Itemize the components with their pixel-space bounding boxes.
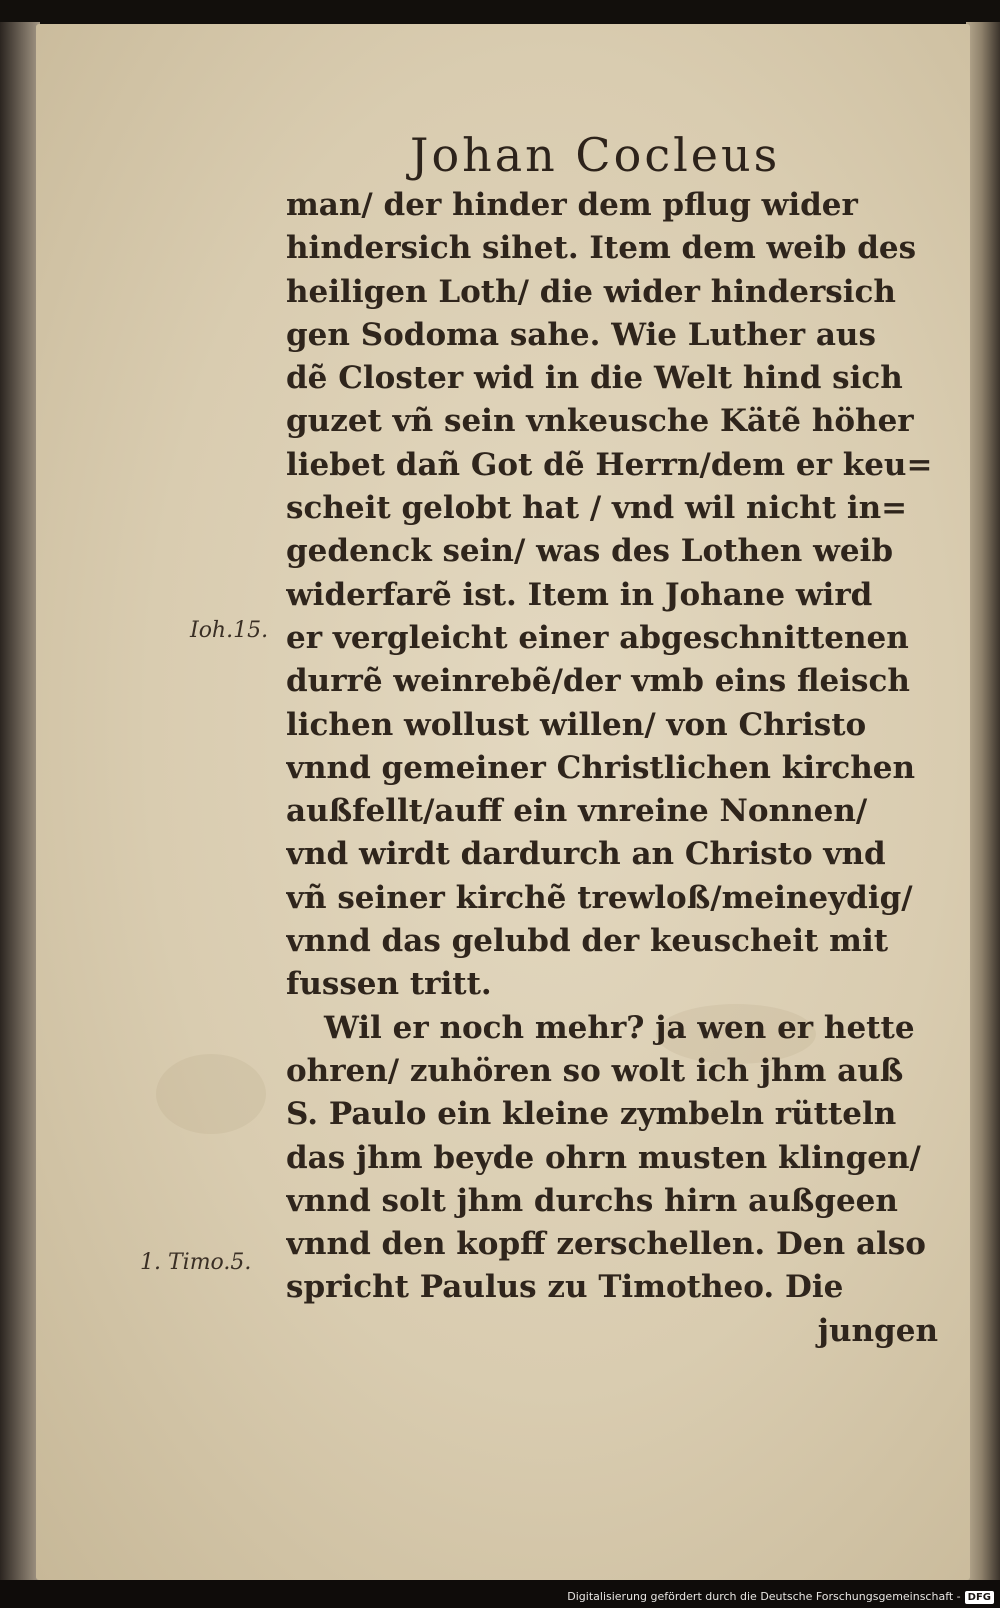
text-line: fussen tritt. (286, 966, 492, 1003)
text-line: guzet vñ sein vnkeusche Kätẽ höher (286, 403, 914, 440)
digitization-footer (0, 1586, 1000, 1608)
text-line: vnnd solt jhm durchs hirn außgeen (286, 1182, 898, 1219)
text-line: spricht Paulus zu Timotheo. Die (286, 1269, 844, 1306)
text-line: S. Paulo ein kleine zymbeln rütteln (286, 1096, 897, 1133)
text-line: vnnd den kopff zerschellen. Den also (286, 1226, 926, 1263)
text-line: vnd wirdt dardurch an Christo vnd (286, 836, 886, 873)
book-spine-edge (0, 22, 40, 1582)
page-stain (156, 1054, 266, 1134)
text-line: gen Sodoma sahe. Wie Luther aus (286, 316, 876, 353)
text-line: lichen wollust willen/ von Christo (286, 706, 867, 743)
footer-text: Digitalisierung gefördert durch die Deutsche Forschungsgemeinschaft - (567, 1590, 961, 1603)
running-title: Johan Cocleus (410, 128, 781, 182)
scan-top-edge (0, 0, 1000, 26)
text-line: scheit gelobt hat / vnd wil nicht in= (286, 490, 908, 527)
text-line: liebet dañ Got dẽ Herrn/dem er keu= (286, 446, 933, 483)
text-line: das jhm beyde ohrn musten klingen/ (286, 1139, 921, 1176)
page-fore-edge (966, 22, 1000, 1582)
text-line: vñ seiner kirchẽ trewloß/meineydig/ (286, 879, 913, 916)
text-line: außfellt/auff ein vnreine Nonnen/ (286, 793, 868, 830)
catchword: jungen (817, 1312, 938, 1349)
margin-note: Ioh.15. (190, 618, 269, 643)
text-line: er vergleicht einer abgeschnittenen (286, 619, 909, 656)
text-line: dẽ Closter wid in die Welt hind sich (286, 360, 903, 397)
text-line: gedenck sein/ was des Lothen weib (286, 533, 893, 570)
text-line: widerfarẽ ist. Item in Johane wird (286, 576, 873, 613)
text-line: Wil er noch mehr? ja wen er hette (324, 1009, 915, 1046)
text-line: man/ der hinder dem pflug wider (286, 187, 858, 223)
margin-note: 1. Timo.5. (140, 1250, 252, 1275)
text-line: ohren/ zuhören so wolt ich jhm auß (286, 1052, 904, 1089)
text-line: durrẽ weinrebẽ/der vmb eins fleisch (286, 663, 910, 700)
text-line: hindersich sihet. Item dem weib des (286, 230, 917, 267)
text-line: heiligen Loth/ die wider hindersich (286, 273, 896, 310)
text-line: vnnd gemeiner Christlichen kirchen (286, 749, 916, 786)
dfg-logo-icon: DFG (965, 1591, 994, 1604)
text-line: vnnd das gelubd der keuscheit mit (286, 923, 889, 960)
body-text (286, 184, 946, 1353)
